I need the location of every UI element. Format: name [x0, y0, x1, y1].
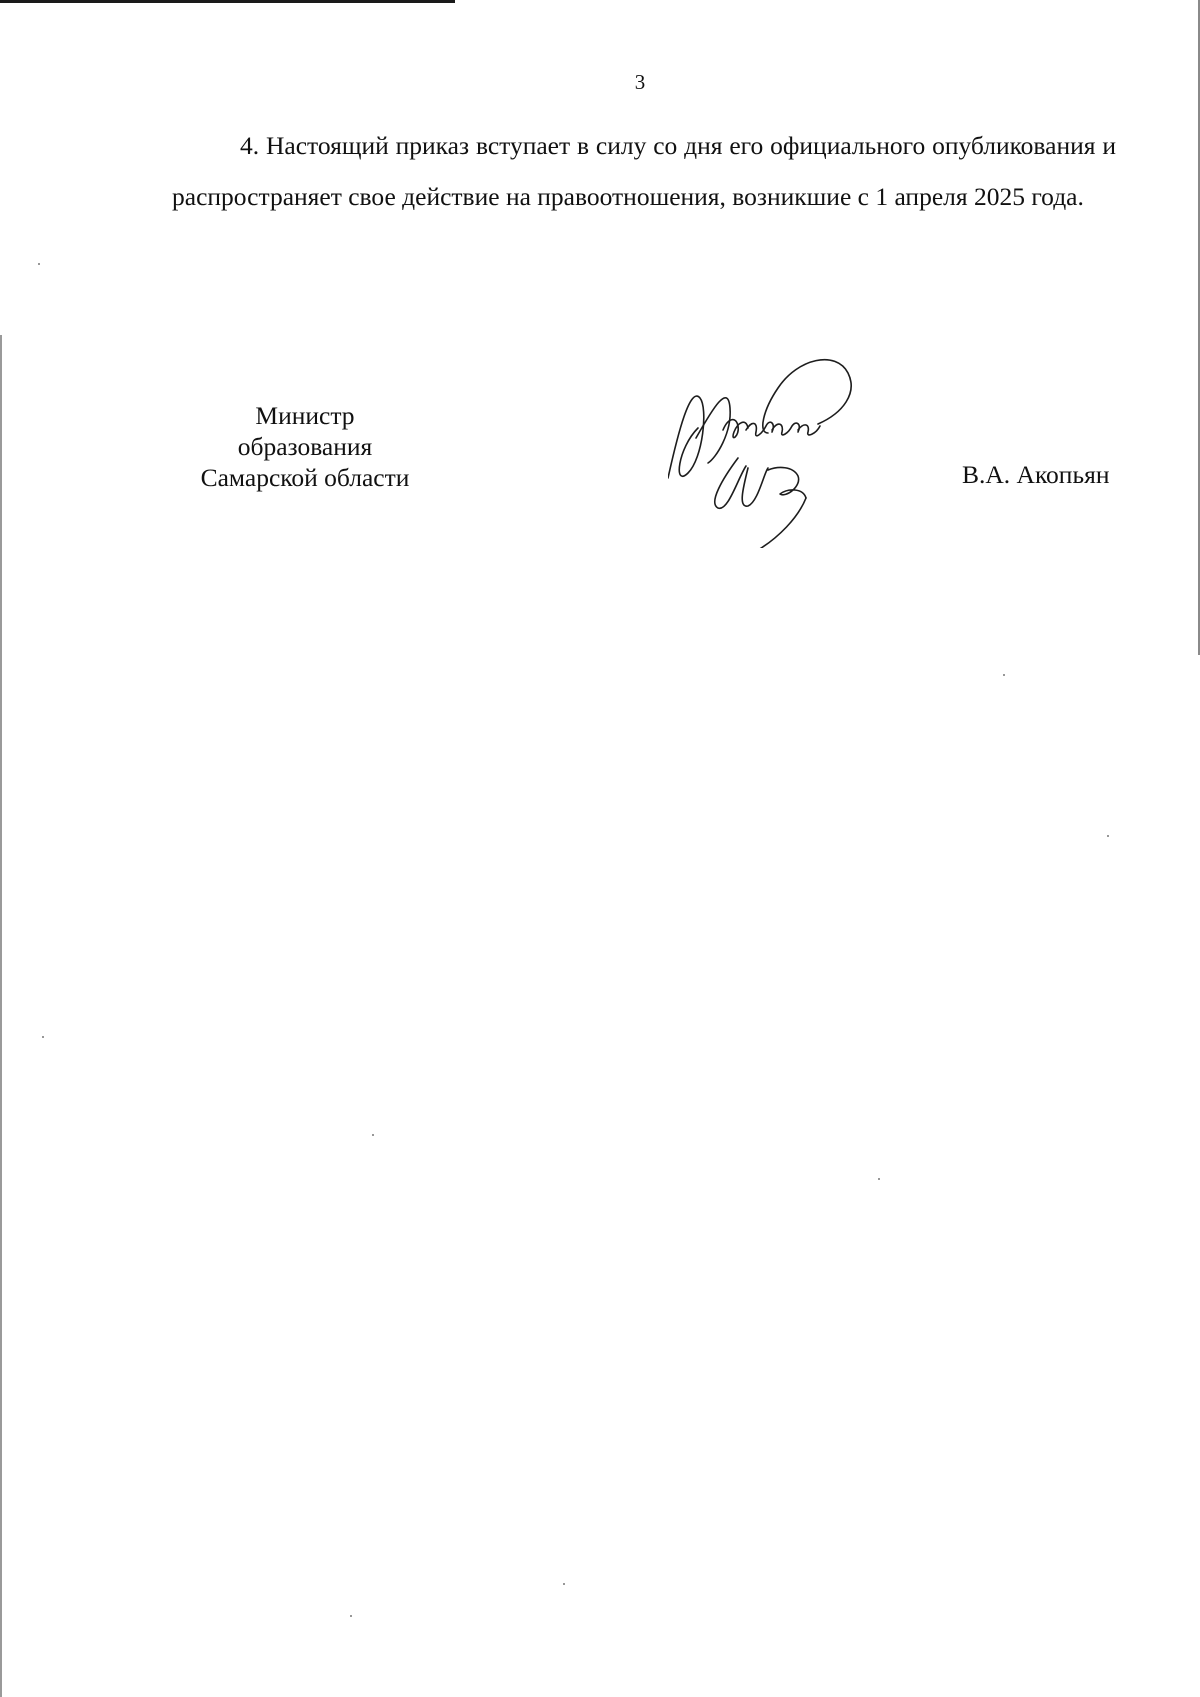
scan-speck	[878, 1178, 880, 1180]
signer-name: В.А. Акопьян	[962, 460, 1110, 489]
scan-speck	[1003, 674, 1005, 676]
scan-left-edge	[0, 335, 2, 1697]
scan-speck	[350, 1615, 352, 1617]
order-paragraph: 4. Настоящий приказ вступает в силу со дня его официального опубликования и распространяет свое действие на правоотношения, возникшие с 1 апреля 2025 года.	[172, 131, 1116, 211]
signer-title-line: образования	[237, 432, 373, 461]
scan-speck	[42, 1036, 44, 1038]
scan-speck	[372, 1134, 374, 1136]
handwritten-signature-icon	[668, 338, 878, 548]
signer-title-line: Министр	[255, 401, 355, 430]
scan-speck	[38, 263, 40, 265]
signer-title	[160, 400, 450, 493]
signer-title-line: Самарской области	[200, 463, 410, 492]
scan-top-line	[0, 0, 455, 3]
page-number: 3	[634, 70, 646, 94]
scan-speck	[1107, 835, 1109, 837]
scan-speck	[563, 1583, 565, 1585]
